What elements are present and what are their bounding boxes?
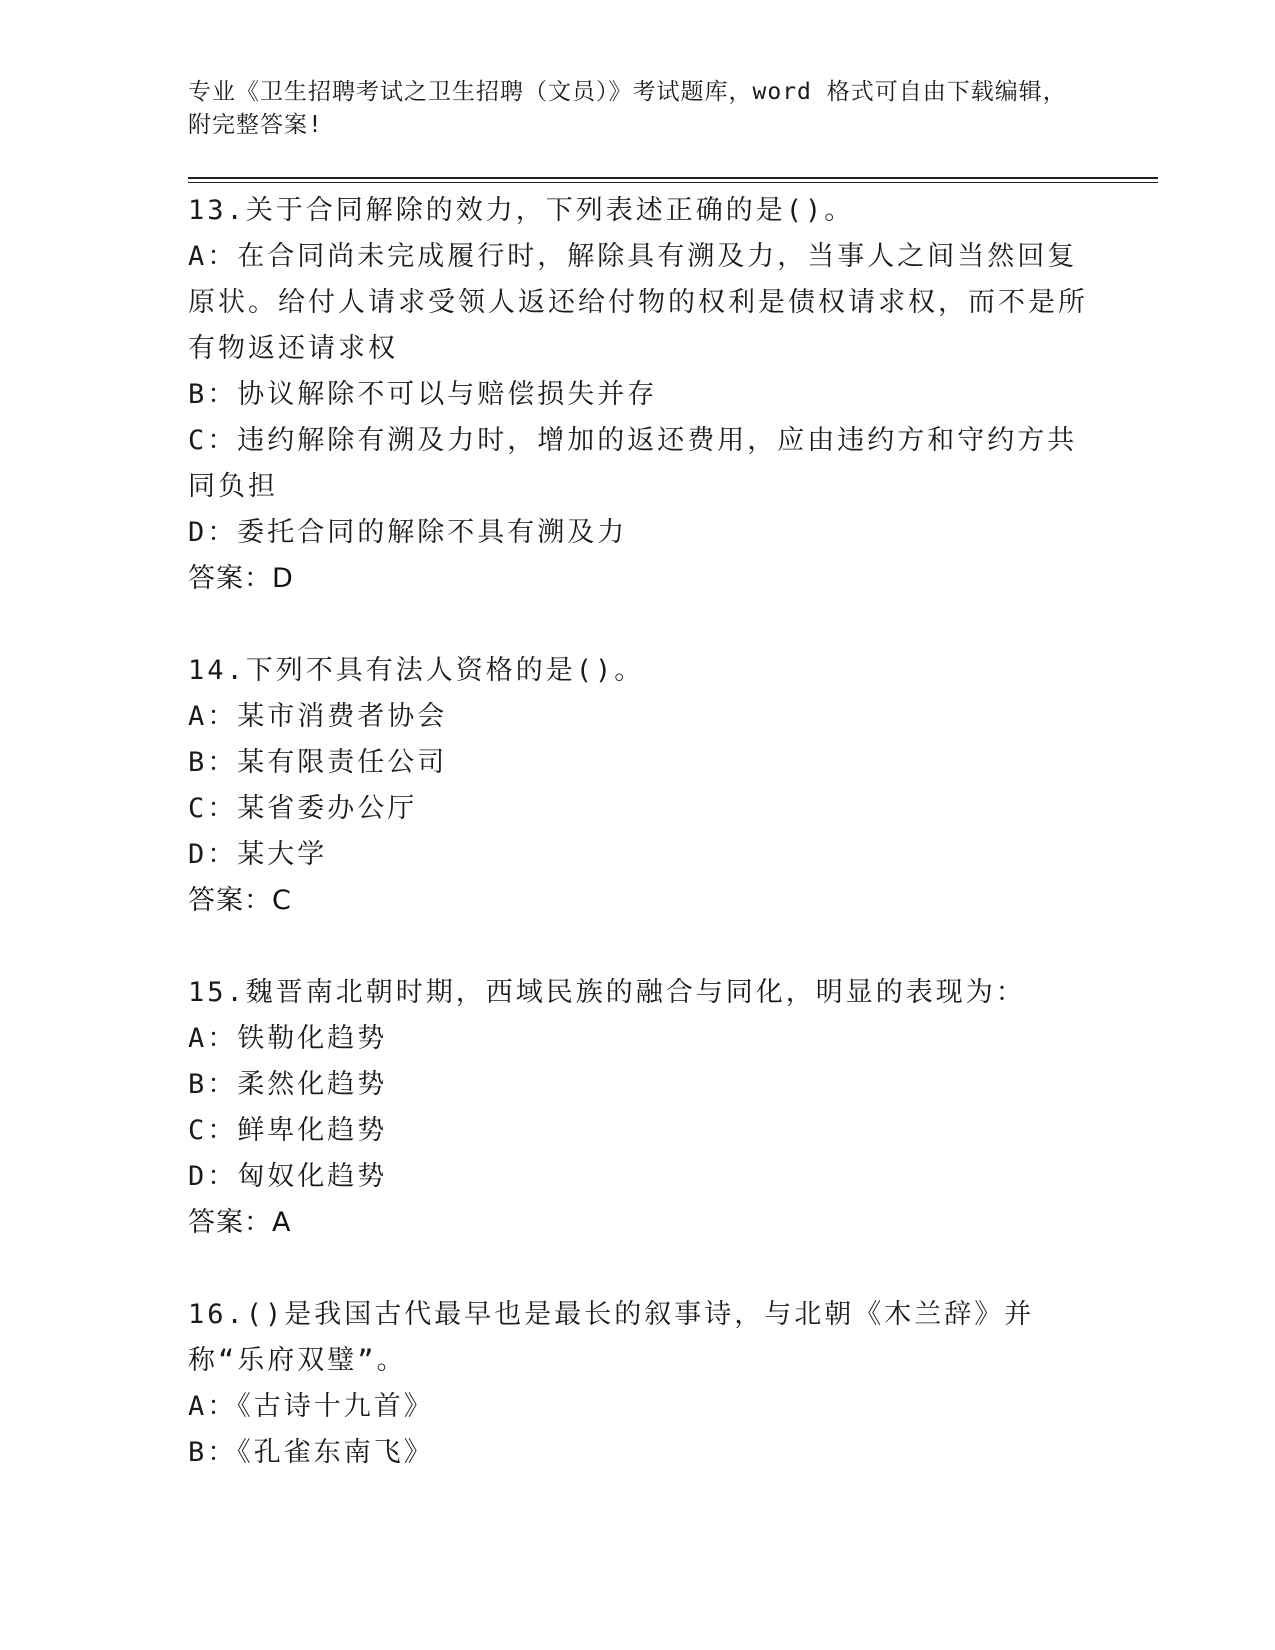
option-b: B：柔然化趋势 [188,1069,388,1100]
option-b: B：《孔雀东南飞》 [188,1437,434,1468]
answer-line: 答案：C [188,885,292,916]
question-15 [188,970,1088,1246]
option-b: B：某有限责任公司 [188,747,448,778]
answer-line: 答案：D [188,563,294,594]
option-c: C：违约解除有溯及力时，增加的返还费用，应由违约方和守约方共同负担 [188,425,1078,502]
question-stem: 13.关于合同解除的效力，下列表述正确的是()。 [188,195,855,226]
header-divider-thick [188,177,1158,179]
page-header-text: 专业《卫生招聘考试之卫生招聘（文员）》考试题库，word 格式可自由下载编辑，附完整答案! [188,79,1067,138]
option-b: B：协议解除不可以与赔偿损失并存 [188,379,658,410]
option-a: A：某市消费者协会 [188,701,448,732]
option-d: D：某大学 [188,839,328,870]
question-14 [188,648,1088,924]
question-stem: 15.魏晋南北朝时期，西域民族的融合与同化，明显的表现为： [188,977,1026,1008]
option-c: C：某省委办公厅 [188,793,418,824]
option-d: D：委托合同的解除不具有溯及力 [188,517,628,548]
header-divider-thin [188,182,1158,183]
question-stem: 16.()是我国古代最早也是最长的叙事诗，与北朝《木兰辞》并称“乐府双璧”。 [188,1299,1035,1376]
question-13 [188,188,1088,602]
answer-line: 答案：A [188,1207,292,1238]
option-a: A：在合同尚未完成履行时，解除具有溯及力，当事人之间当然回复原状。给付人请求受领人返还给付物的权利是债权请求权，而不是所有物返还请求权 [188,241,1088,364]
option-d: D：匈奴化趋势 [188,1161,388,1192]
option-a: A：铁勒化趋势 [188,1023,388,1054]
option-c: C：鲜卑化趋势 [188,1115,388,1146]
option-a: A：《古诗十九首》 [188,1391,434,1422]
question-16 [188,1292,1088,1476]
question-stem: 14.下列不具有法人资格的是()。 [188,655,645,686]
question-list [188,188,1088,1522]
